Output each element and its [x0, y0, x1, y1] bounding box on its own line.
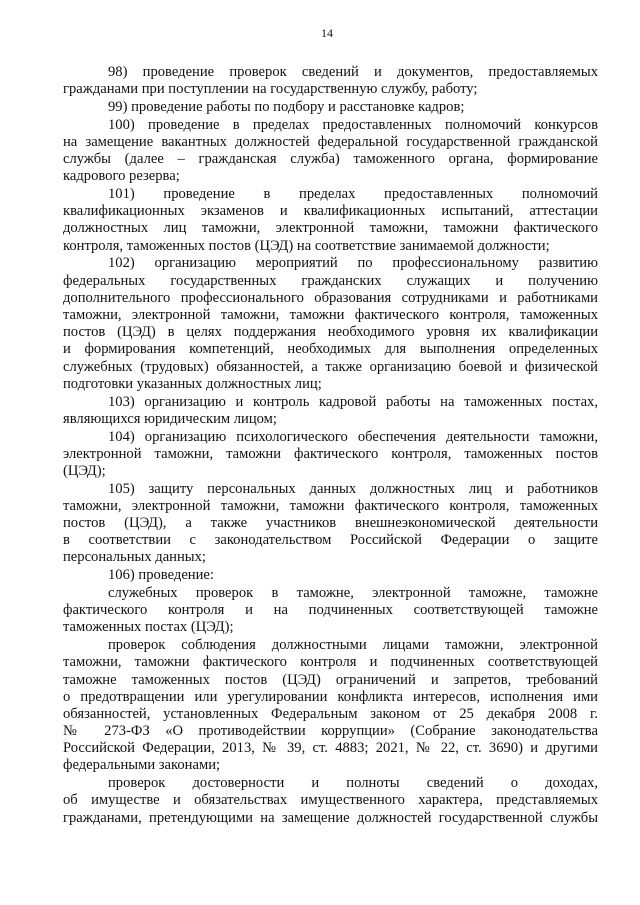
text-line: таможни, электронной таможни, таможни фактического контроля, таможенных [63, 307, 598, 323]
text-line: дополнительного профессионального образования сотрудниками и работниками [63, 289, 598, 306]
text-line: 106) проведение: [108, 567, 214, 584]
text-line: федеральными законами; [63, 757, 221, 774]
text-line: таможенных постах (ЦЭД); [63, 619, 234, 636]
text-line: о предотвращении или урегулировании конфликта интересов, исполнения ими [63, 688, 598, 705]
text-line: являющихся юридическим лицом; [63, 410, 277, 427]
paragraph [63, 429, 598, 481]
document-body [63, 64, 598, 827]
paragraph [63, 585, 598, 637]
page-number: 14 [321, 26, 333, 40]
text-line: на замещение вакантных должностей федеральной государственной гражданской [63, 133, 598, 150]
text-line: таможни, таможни фактического контроля и подчиненных соответствующей [63, 654, 598, 671]
text-line: 100) проведение в пределах предоставленных полномочий конкурсов [108, 116, 598, 133]
text-line: подготовки указанных должностных лиц; [63, 375, 322, 392]
text-line: № 273-ФЗ «О противодействии коррупции» (Собрание законодательства [63, 723, 598, 740]
paragraph [63, 567, 598, 584]
text-line: 105) защиту персональных данных должностных лиц и работников [108, 480, 598, 497]
text-line: в соответствии с законодательством Российской Федерации о защите [63, 532, 598, 549]
text-line: фактического контроля и на подчиненных соответствующей таможне [63, 602, 598, 619]
text-line: федеральных государственных гражданских служащих и получению [63, 272, 598, 289]
paragraph [63, 186, 598, 255]
text-line: должностных лиц таможни, электронной таможни, таможни фактического [63, 220, 598, 237]
text-line: проверок соблюдения должностными лицами таможни, электронной [108, 637, 598, 654]
text-line: 98) проведение проверок сведений и документов, предоставляемых [108, 64, 598, 80]
paragraph [63, 117, 598, 186]
text-line: 103) организацию и контроль кадровой работы на таможенных постах, [108, 393, 598, 410]
paragraph [63, 637, 598, 775]
text-line: кадрового резерва; [63, 168, 180, 185]
text-line: обязанностей, установленных Федеральным законом от 25 декабря 2008 г. [63, 705, 598, 722]
paragraph [63, 481, 598, 567]
paragraph [63, 394, 598, 428]
text-line: таможни, электронной таможни, таможни фактического контроля, таможенных [63, 497, 598, 514]
text-line: контроля, таможенных постов (ЦЭД) на соответствие занимаемой должности; [63, 237, 550, 254]
paragraph [63, 99, 598, 116]
text-line: служебных (трудовых) обязанностей, а также организацию боевой и физической [63, 358, 598, 375]
text-line: 102) организацию мероприятий по профессиональному развитию [108, 255, 598, 272]
text-line: 99) проведение работы по подбору и расстановке кадров; [108, 98, 465, 115]
paragraph-gap [63, 827, 598, 828]
text-line: 101) проведение в пределах предоставленных полномочий [108, 186, 598, 203]
text-line: об имуществе и обязательствах имущественного характера, представляемых [63, 792, 598, 809]
text-line: службы (далее – гражданская служба) таможенного органа, формирование [63, 151, 598, 168]
text-line: персональных данных; [63, 549, 206, 566]
paragraph [63, 775, 598, 827]
text-line: электронной таможни, таможни фактического контроля, таможенных постов [63, 445, 598, 462]
text-line: Российской Федерации, 2013, № 39, ст. 4883; 2021, № 22, ст. 3690) и другими [63, 740, 598, 757]
text-line: служебных проверок в таможне, электронной таможне, таможне [108, 584, 598, 601]
text-line: таможне таможенных постов (ЦЭД) ограничений и запретов, требований [63, 671, 598, 688]
paragraph [63, 64, 598, 98]
text-line: постов (ЦЭД), а также участников внешнеэкономической деятельности [63, 515, 598, 532]
text-line: гражданами, претендующими на замещение должностей государственной службы [63, 809, 598, 826]
text-line: и формирования компетенций, необходимых для выполнения определенных [63, 341, 598, 358]
paragraph [63, 255, 598, 393]
text-line: (ЦЭД); [63, 462, 106, 479]
text-line: постов (ЦЭД) в целях поддержания необходимого уровня их квалификации [63, 324, 598, 341]
text-line: квалификационных экзаменов и квалификационных испытаний, аттестации [63, 203, 598, 220]
text-line: проверок достоверности и полноты сведений о доходах, [108, 775, 598, 792]
text-line: гражданами при поступлении на государственную службу, работу; [63, 81, 478, 98]
text-line: 104) организацию психологического обеспечения деятельности таможни, [108, 428, 598, 445]
